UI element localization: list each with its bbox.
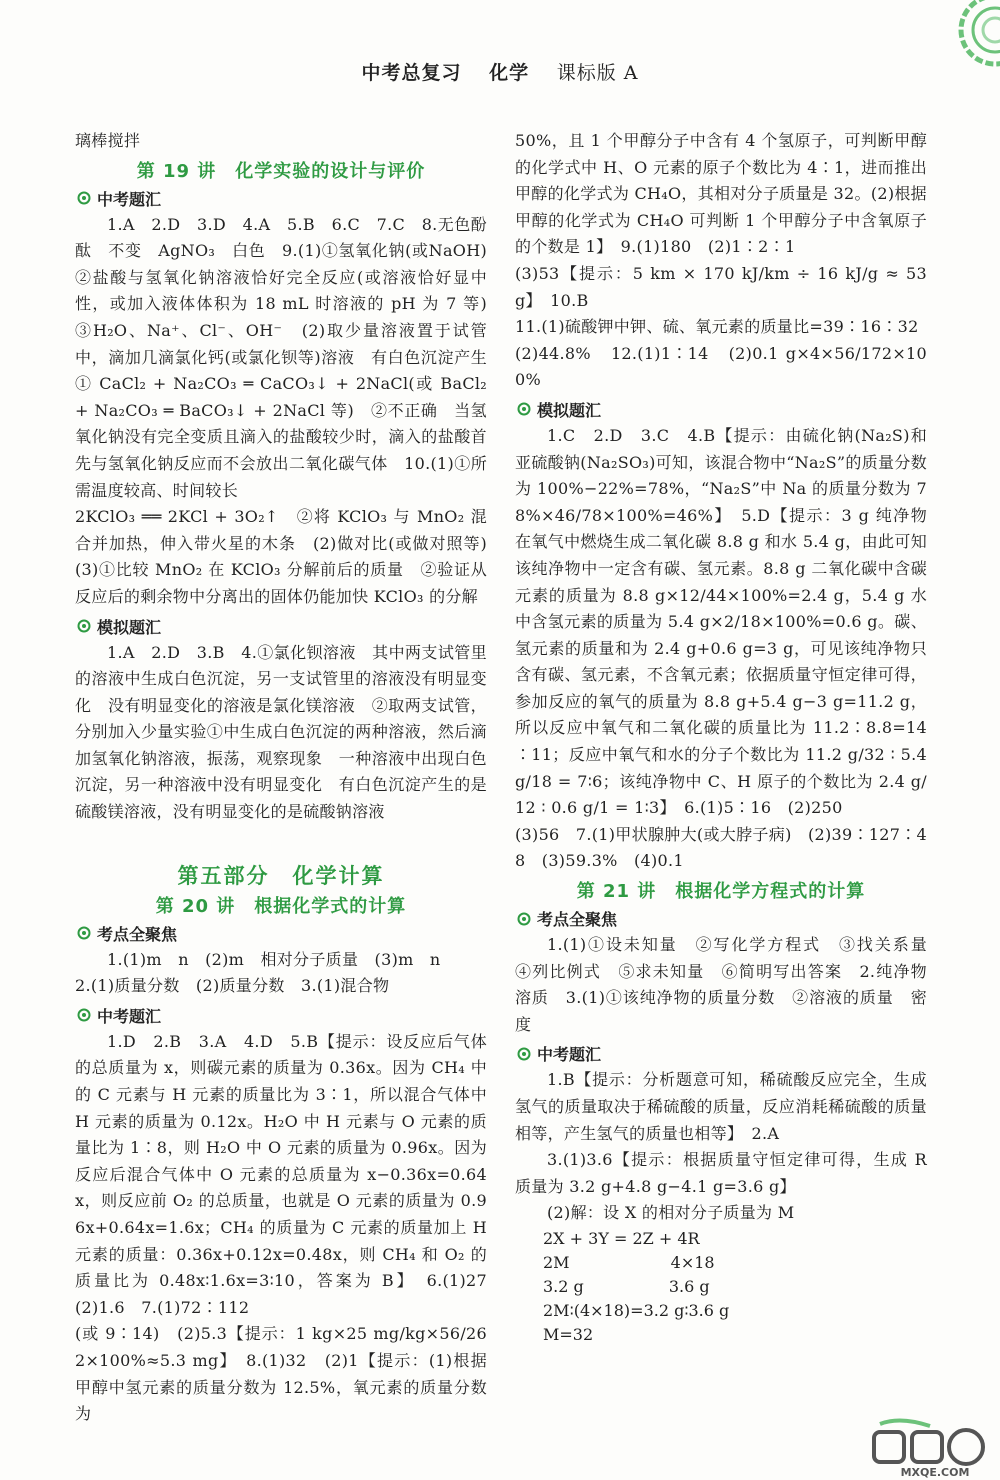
answer-paragraph: 2.(1)质量分数 (2)质量分数 3.(1)混合物	[75, 976, 390, 996]
answer-paragraph: 1.A 2.D 3.B 4.①氯化钡溶液 其中两支试管里的溶液中生成白色沉淀，另一支试管里的溶液没有明显变化 没有明显变化的溶液是氯化镁溶液 ②取两支试管，分别加入少量实验①中生成白色沉淀的两种溶液，然后滴加氢氧化钠溶液，振荡，观察现象 一种溶液中出现白色沉淀，另一种溶液中没有明显变化 有白色沉淀产生的是硫酸镁溶液，没有明显变化的是硫酸钠溶液	[75, 642, 487, 822]
page-header	[0, 58, 1000, 85]
header-book: 中考总复习	[361, 62, 462, 84]
answer-paragraph: 11.(1)硫酸钾中钾、硫、氧元素的质量比=39∶16∶32	[515, 317, 919, 337]
answer-paragraph: 1.C 2.D 3.C 4.B【提示：由硫化钠(Na₂S)和亚硫酸钠(Na₂SO₃)可知，该混合物中“Na₂S”的质量分数为 100%−22%=78%，“Na₂S”中 Na 的质量分数为 78%×46/78×100%=46%】 5.D【提示：3 g 纯净物在氧气中燃烧生成二氧化碳 8.8 g 和水 5.4 g，由此可知该纯净物中一定含有碳、氢元素。8.8 g 二氧化碳中含碳元素的质量为 8.8 g×12/44×100%=2.4 g，5.4 g 水中含氢元素的质量为 5.4 g×2/18×100%=0.6 g。碳、氢元素的质量和为 2.4 g+0.6 g=3 g，可见该纯净物只含有碳、氢元素，不含氧元素；依据质量守恒定律可得，参加反应的氧气的质量为 8.8 g+5.4 g−3 g=11.2 g，所以反应中氧气和二氧化碳的质量比为 11.2∶8.8=14∶11；反应中氧气和水的分子个数比为 11.2 g/32 ∶ 5.4 g/18 = 7∶6；该纯净物中 C、H 原子的个数比为 2.4 g/12 ∶ 0.6 g/1 = 1∶3】 6.(1)5∶16 (2)250	[515, 425, 927, 818]
section-heading	[77, 1004, 487, 1027]
section-heading-text: 中考题汇	[97, 189, 162, 209]
section-heading-text: 考点全聚焦	[97, 924, 178, 944]
lecture-title: 第 19 讲 化学实验的设计与评价	[136, 160, 426, 182]
section-heading	[77, 187, 487, 210]
answer-paragraph: 50%，且 1 个甲醇分子中含有 4 个氢原子，可判断甲醇的化学式中 H、O 元素的原子个数比为 4∶1，进而推出甲醇的化学式为 CH₄O，其相对分子质量是 32。(2)根据甲醇的化学式为 CH₄O 可判断 1 个甲醇分子中含氧原子的个数是 1】 9.(1)180 (2)1∶2∶1	[515, 131, 927, 257]
section-bullet-icon	[517, 912, 531, 926]
answer-paragraph: 1.B【提示：分析题意可知，稀硫酸反应完全，生成氢气的质量取决于稀硫酸的质量，反应消耗稀硫酸的质量相等，产生氢气的质量也相等】 2.A	[515, 1070, 927, 1143]
header-edition: 课标版 A	[556, 62, 639, 84]
lecture-title: 第 21 讲 根据化学方程式的计算	[576, 881, 866, 903]
stamp-logo-icon	[925, 0, 1000, 105]
section-bullet-icon	[77, 191, 91, 205]
section-heading	[517, 907, 927, 930]
section-bullet-icon	[77, 619, 91, 633]
section-heading	[77, 615, 487, 638]
watermark-logo-icon	[870, 1418, 1000, 1480]
svg-text:MXQE.COM: MXQE.COM	[900, 1466, 970, 1479]
section-heading-text: 中考题汇	[97, 1006, 162, 1026]
answer-paragraph: 1.D 2.B 3.A 4.D 5.B【提示：设反应后气体的总质量为 x，则碳元素的质量为 0.36x。因为 CH₄ 中的 C 元素与 H 元素的质量比为 3∶1，所以混合气体中 H 元素的质量为 0.12x。H₂O 中 H 元素与 O 元素的质量比为 1∶8，则 H₂O 中 O 元素的质量为 0.96x。因为反应后混合气体中 O 元素的总质量为 x−0.36x=0.64x，则反应前 O₂ 的总质量，也就是 O 元素的质量为 0.96x+0.64x=1.6x；CH₄ 的质量为 C 元素的质量加上 H 元素的质量：0.36x+0.12x=0.48x，则 CH₄ 和 O₂ 的质量比为 0.48x∶1.6x=3∶10，答案为 B】 6.(1)27 (2)1.6 7.(1)72∶112	[75, 1031, 504, 1317]
answer-paragraph: 2KClO₃ ══ 2KCl + 3O₂↑ ②将 KClO₃ 与 MnO₂ 混合并加热，伸入带火星的木条 (2)做对比(或做对照等) (3)①比较 MnO₂ 在 KClO₃ 分解前后的质量 ②验证从反应后的剩余物中分离出的固体仍能加快 KClO₃ 的分解	[75, 507, 504, 606]
answer-paragraph: (2)44.8% 12.(1)1∶14 (2)0.1 g×4×56/172×100%	[515, 343, 927, 390]
answer-paragraph: (3)53【提示：5 km × 170 kJ/km ÷ 16 kJ/g ≈ 53 g】 10.B	[515, 263, 927, 310]
right-column	[515, 128, 944, 1347]
answer-paragraph: 1.(1)①设未知量 ②写化学方程式 ③找关系量 ④列比例式 ⑤求未知量 ⑥简明写出答案 2.纯净物 溶质 3.(1)①该纯净物的质量分数 ②溶液的质量 密度	[515, 935, 944, 1034]
section-bullet-icon	[517, 1047, 531, 1061]
section-heading-text: 考点全聚焦	[537, 910, 618, 930]
answer-paragraph: (3)56 7.(1)甲状腺肿大(或大脖子病) (2)39∶127∶48 (3)59.3% (4)0.1	[515, 824, 927, 871]
section-bullet-icon	[77, 1008, 91, 1022]
header-subject: 化学	[489, 62, 530, 84]
section-heading	[517, 398, 927, 421]
answer-paragraph: (或 9∶14) (2)5.3【提示：1 kg×25 mg/kg×56/262×100%≈5.3 mg】 8.(1)32 (2)1【提示：(1)根据甲醇中氢元素的质量分数为 12.5%，氧元素的质量分数为	[75, 1324, 487, 1424]
equation-line: 2X + 3Y = 2Z + 4R	[543, 1228, 700, 1248]
section-heading	[517, 1042, 927, 1065]
answer-paragraph: 璃棒搅拌	[75, 131, 141, 150]
left-column	[75, 128, 504, 1428]
lecture-title: 第 20 讲 根据化学式的计算	[155, 895, 407, 917]
equation-line: 3.2 g 3.6 g	[543, 1276, 710, 1296]
equation-line: 2M 4×18	[543, 1252, 715, 1272]
answer-paragraph: 1.(1)m n (2)m 相对分子质量 (3)m n	[107, 949, 441, 969]
equation-line: M=32	[543, 1324, 594, 1344]
section-heading-text: 模拟题汇	[97, 617, 162, 637]
section-bullet-icon	[517, 402, 531, 416]
section-heading-text: 中考题汇	[537, 1045, 602, 1065]
answer-paragraph: 3.(1)3.6【提示：根据质量守恒定律可得，生成 R 质量为 3.2 g+4.8 g−4.1 g=3.6 g】	[515, 1150, 927, 1196]
equation-line: 2M∶(4×18)=3.2 g∶3.6 g	[543, 1300, 730, 1320]
part-title: 第五部分 化学计算	[177, 863, 385, 888]
section-heading-text: 模拟题汇	[537, 400, 602, 420]
answer-paragraph: (2)解：设 X 的相对分子质量为 M	[547, 1203, 795, 1223]
section-bullet-icon	[77, 926, 91, 940]
answer-paragraph: 1.A 2.D 3.D 4.A 5.B 6.C 7.C 8.无色酚酞 不变 AgNO₃ 白色 9.(1)①氢氧化钠(或NaOH) ②盐酸与氢氧化钠溶液恰好完全反应(或溶液恰好显中性，或加入液体体积为 18 mL 时溶液的 pH 为 7 等) ③H₂O、Na⁺、Cl⁻、OH⁻ (2)取少量溶液置于试管中，滴加几滴氯化钙(或氯化钡等)溶液 有白色沉淀产生 ① CaCl₂ + Na₂CO₃ ═ CaCO₃↓ + 2NaCl(或 BaCl₂ + Na₂CO₃ ═ BaCO₃↓ + 2NaCl 等) ②不正确 当氢氧化钠没有完全变质且滴入的盐酸较少时，滴入的盐酸首先与氢氧化钠反应而不会放出二氧化碳气体 10.(1)①所需温度较高、时间较长	[75, 214, 504, 500]
section-heading	[77, 922, 487, 945]
